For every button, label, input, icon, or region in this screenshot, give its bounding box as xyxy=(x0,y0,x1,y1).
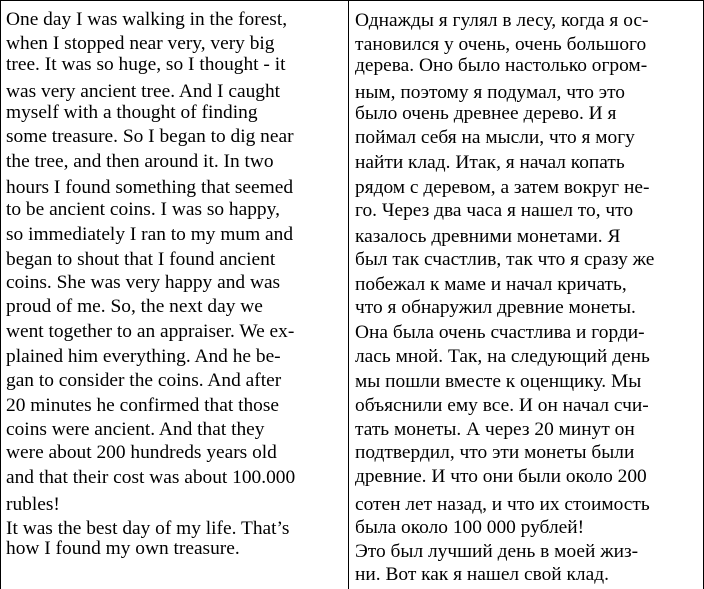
english-line: began to shout that I found ancient xyxy=(6,249,276,270)
russian-line: Она была очень счастлива и горди- xyxy=(355,322,645,343)
russian-line: го. Через два часа я нашел то, что xyxy=(355,200,634,221)
english-line: It was the best day of my life. That’s xyxy=(6,518,290,539)
english-line: was very ancient tree. And I caught xyxy=(6,81,281,102)
russian-line: была около 100 000 рублей! xyxy=(355,517,585,538)
english-line: hours I found something that seemed xyxy=(6,177,294,198)
english-line: went together to an appraiser. We ex- xyxy=(6,321,295,342)
russian-line: побежал к маме и начал кричать, xyxy=(355,274,627,295)
english-line: One day I was walking in the forest, xyxy=(6,9,288,30)
english-line: and that their cost was about 100.000 xyxy=(6,467,296,488)
russian-line: что я обнаружил древние монеты. xyxy=(355,297,636,318)
russian-line: было очень древнее дерево. И я xyxy=(355,103,617,124)
russian-line: древние. И что они были около 200 xyxy=(355,466,647,487)
russian-line: сотен лет назад, и что их стоимость xyxy=(355,494,650,515)
russian-line: объяснили ему все. И он начал счи- xyxy=(355,395,649,416)
english-line: how I found my own treasure. xyxy=(6,538,240,559)
english-line: coins. She was very happy and was xyxy=(6,272,281,293)
english-line: plained him everything. And he be- xyxy=(6,346,281,367)
russian-line: рядом с деревом, а затем вокруг не- xyxy=(355,177,650,198)
russian-line: ни. Вот как я нашел свой клад. xyxy=(355,564,609,585)
english-line: tree. It was so huge, so I thought - it xyxy=(6,54,286,75)
russian-line: подтвердил, что эти монеты были xyxy=(355,442,635,463)
russian-line: лась мной. Так, на следующий день xyxy=(355,346,650,367)
russian-line: был так счастлив, так что я сразу же xyxy=(355,249,655,270)
russian-line: казалось древними монетами. Я xyxy=(355,226,621,247)
russian-line: дерева. Оно было настолько огром- xyxy=(355,55,648,76)
russian-line: ным, поэтому я подумал, что это xyxy=(355,82,625,103)
english-line: myself with a thought of finding xyxy=(6,102,258,123)
english-line: rubles! xyxy=(6,494,60,515)
russian-line: найти клад. Итак, я начал копать xyxy=(355,152,625,173)
russian-line: Однажды я гулял в лесу, когда я ос- xyxy=(355,10,649,31)
russian-line: поймал себя на мысли, что я могу xyxy=(355,127,635,148)
english-line: the tree, and then around it. In two xyxy=(6,151,274,172)
russian-line: тановился у очень, очень большого xyxy=(355,34,647,55)
russian-line: мы пошли вместе к оценщику. Мы xyxy=(355,371,642,392)
russian-line: Это был лучший день в моей жиз- xyxy=(355,541,639,562)
english-line: to be ancient coins. I was so happy, xyxy=(6,199,280,220)
english-line: some treasure. So I began to dig near xyxy=(6,126,294,147)
english-line: were about 200 hundreds years old xyxy=(6,442,277,463)
english-line: gan to consider the coins. And after xyxy=(6,370,282,391)
russian-text-column xyxy=(348,0,704,589)
english-line: coins were ancient. And that they xyxy=(6,419,265,440)
english-line: proud of me. So, the next day we xyxy=(6,296,263,317)
english-text-column xyxy=(0,0,348,589)
english-line: when I stopped near very, very big xyxy=(6,33,275,54)
english-line: so immediately I ran to my mum and xyxy=(6,224,294,245)
russian-line: тать монеты. А через 20 минут он xyxy=(355,419,635,440)
english-line: 20 minutes he confirmed that those xyxy=(6,395,280,416)
